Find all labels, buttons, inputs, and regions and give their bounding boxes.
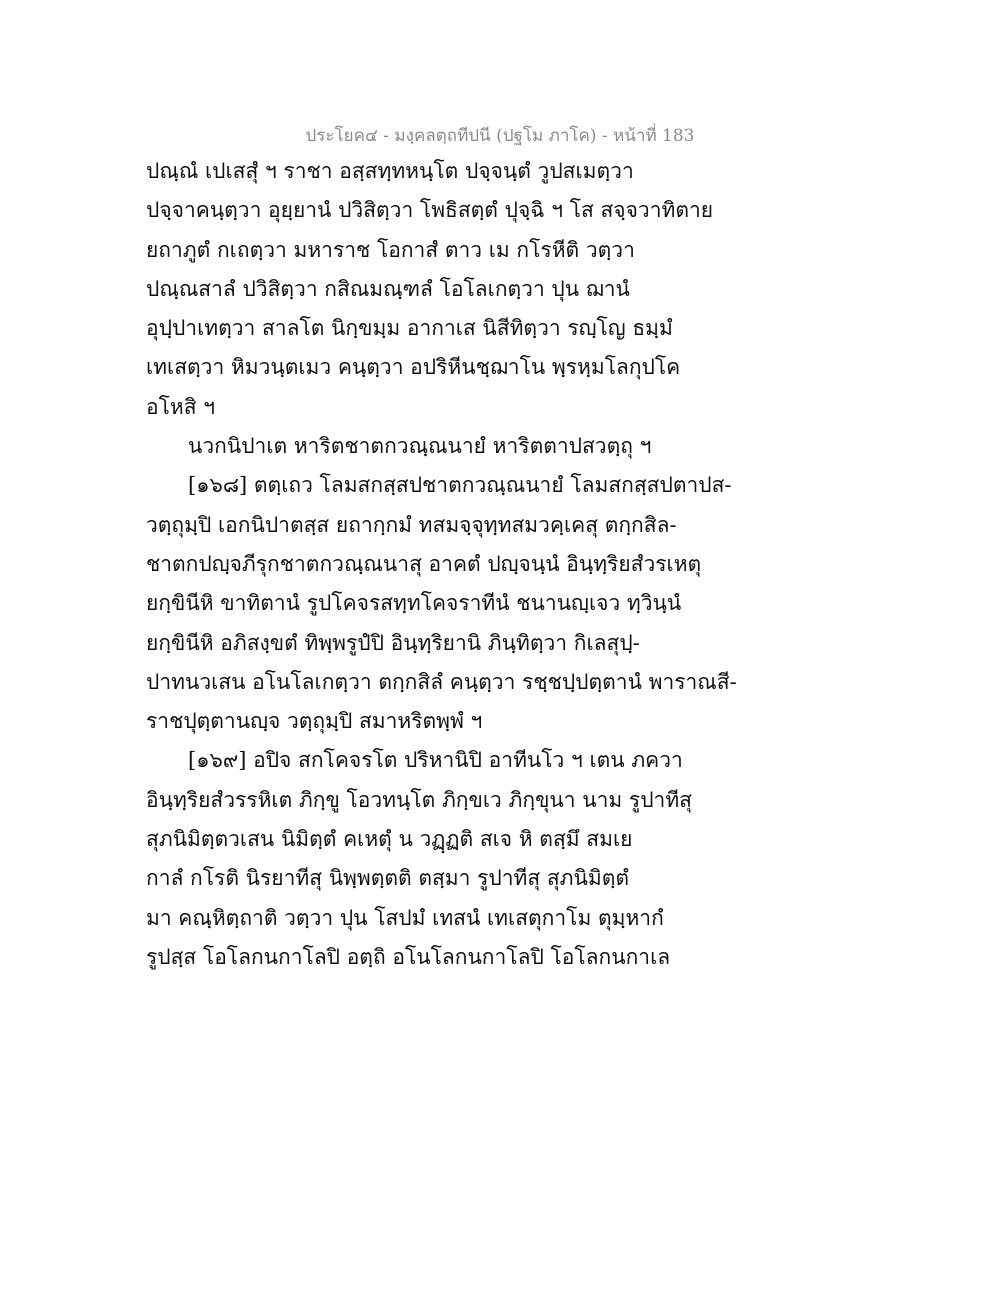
- text-line-21: รูปสฺส โอโลกนกาโลปิ อตฺถิ อโนโลกนกาโลปิ โอโลกนกาเล: [146, 944, 671, 969]
- text-line-20: มา คณฺหิตฺถาติ วตฺวา ปุน โสปมํ เทสนํ เทเสตุกาโม ตุมฺหากํ: [146, 905, 664, 930]
- text-line-1: ปณฺณํ เปเสสุํ ฯ ราชา อสฺสทฺทหนฺโต ปจฺจนฺตํ วูปสเมตฺวา: [146, 159, 634, 183]
- text-line-12: ยกฺขินีหิ ขาทิตานํ รูปโคจรสทฺทโคจราทีนํ ชนานญฺเจว ทฺวินฺนํ: [146, 591, 682, 616]
- text-line-15: ราชปุตฺตานญฺจ วตฺถุมฺปิ สมาหริตพฺพํ ฯ: [146, 709, 483, 734]
- text-line-7: อโหสิ ฯ: [146, 394, 216, 419]
- text-line-10: วตฺถุมฺปิ เอกนิปาตสฺส ยถากฺกมํ ทสมจฺจุทฺทสมวคฺเคสุ ตกฺกสิล-: [146, 512, 677, 537]
- text-line-4: ปณฺณสาลํ ปวิสิตฺวา กสิณมณฺฑลํ โอโลเกตฺวา ปุน ฌานํ: [146, 276, 630, 301]
- text-line-11: ชาตกปญฺจภีรุกชาตกวณฺณนาสุ อาคตํ ปญฺจนฺนํ อินฺทฺริยสํวรเหตุ: [146, 551, 702, 576]
- text-line-18: สุภนิมิตฺตวเสน นิมิตฺตํ คเหตุํ น วฏฺฏติ สเจ หิ ตสฺมึ สมเย: [146, 827, 633, 852]
- running-head: ประโยค๔ - มงฺคลตฺถทีปนี (ปฐโม ภาโค) - หน้าที่ 183: [305, 126, 695, 146]
- text-line-5: อุปฺปาเทตฺวา สาลโต นิกฺขมฺม อากาเส นิสีทิตฺวา รญฺโญ ธมฺมํ: [146, 316, 673, 341]
- text-line-9: [๑๖๘] ตตฺเถว โลมสกสฺสปชาตกวณฺณนายํ โลมสกสฺสปตาปส-: [188, 473, 732, 498]
- text-line-8: นวกนิปาเต หาริตชาตกวณฺณนายํ หาริตตาปสวตฺถุ ฯ: [188, 434, 652, 459]
- text-line-13: ยกฺขินีหิ อภิสงฺขตํ ทิพฺพรูปํปิ อินฺทฺริยานิ ภินฺทิตฺวา กิเลสุปฺ-: [146, 630, 640, 655]
- text-line-2: ปจฺจาคนฺตฺวา อุยฺยานํ ปวิสิตฺวา โพธิสตฺตํ ปุจฺฉิ ฯ โส สจฺจวาทิตาย: [146, 198, 714, 223]
- text-line-16: [๑๖๙] อปิจ สกโคจรโต ปริหานิปิ อาทีนโว ฯ เตน ภควา: [188, 748, 683, 773]
- body-text: [146, 152, 866, 977]
- text-line-19: กาลํ กโรติ นิรยาทีสุ นิพฺพตฺตติ ตสฺมา รูปาทีสุ สุภนิมิตฺตํ: [146, 866, 629, 891]
- text-line-17: อินฺทฺริยสํวรรหิเต ภิกฺขู โอวทนฺโต ภิกฺขเว ภิกฺขุนา นาม รูปาทีสุ: [146, 787, 692, 812]
- text-line-6: เทเสตฺวา หิมวนฺตเมว คนฺตฺวา อปริหีนชฺฌาโน พฺรหฺมโลกุปโค: [146, 355, 681, 380]
- text-line-14: ปาทนวเสน อโนโลเกตฺวา ตกฺกสิลํ คนฺตฺวา รชฺชปฺปตฺตานํ พาราณสี-: [146, 669, 737, 694]
- text-line-3: ยถาภูตํ กเถตฺวา มหาราช โอกาสํ ตาว เม กโรหีติ วตฺวา: [146, 237, 635, 262]
